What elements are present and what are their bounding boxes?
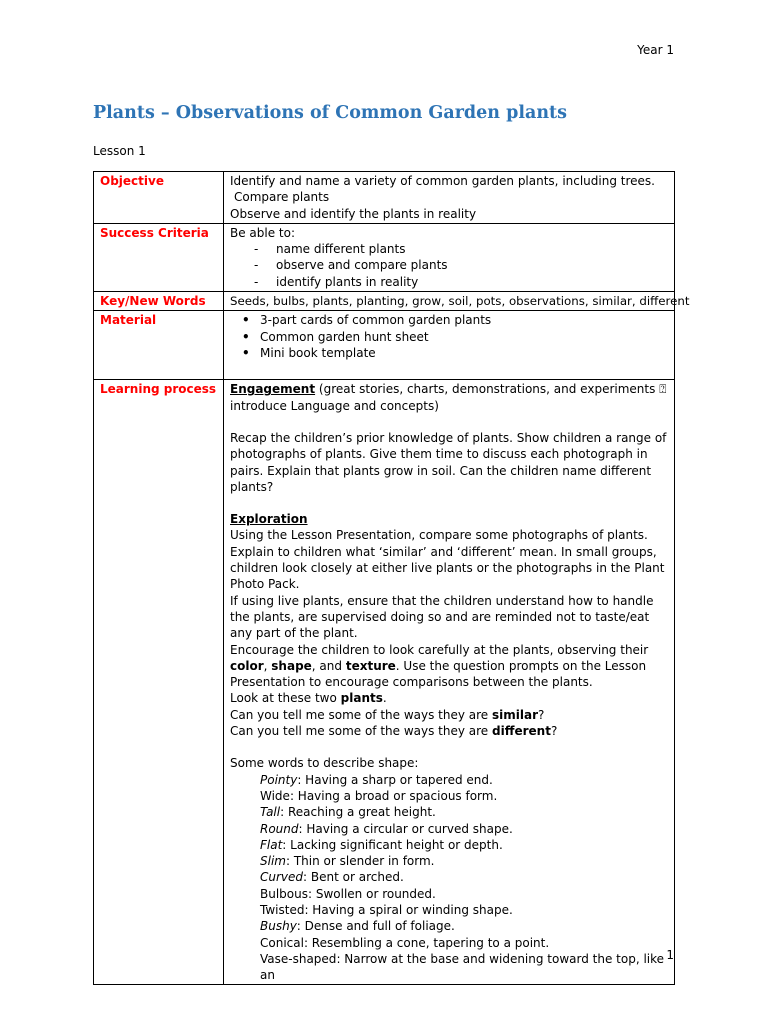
objective-content (224, 172, 675, 224)
shape-intro: Some words to describe shape: (230, 756, 419, 771)
header-year: Year 1 (637, 43, 674, 57)
shape-term-item: Tall: Reaching a great height. (260, 805, 436, 820)
shape-term-item: Round: Having a circular or curved shape. (260, 821, 513, 836)
success-criteria-label: Success Criteria (94, 223, 224, 291)
exploration-heading: Exploration (230, 512, 308, 527)
material-list (230, 312, 668, 361)
learning-process-row (94, 380, 675, 985)
engagement-paragraph: Engagement (great stories, charts, demonstrations, and experiments ⍰ introduce Language and concepts) (230, 382, 667, 413)
key-words-content: Seeds, bulbs, plants, planting, grow, soil, pots, observations, similar, different (224, 292, 675, 311)
question-line: Can you tell me some of the ways they are similar? (230, 707, 545, 722)
page-number: 1 (666, 948, 674, 962)
material-label: Material (94, 311, 224, 380)
shape-list (230, 772, 668, 984)
shape-term-item: Twisted: Having a spiral or winding shape. (260, 902, 513, 917)
look-line: Look at these two plants. (230, 691, 387, 706)
learning-process-content (224, 380, 675, 985)
page-title: Plants – Observations of Common Garden plants (93, 103, 567, 123)
shape-term-item: Wide: Having a broad or spacious form. (260, 788, 498, 803)
objective-line: Observe and identify the plants in reality (230, 206, 477, 221)
exploration-paragraph: If using live plants, ensure that the children understand how to handle the plants, are supervised doing so and are reminded not to taste/eat any part of the plant. (230, 593, 654, 641)
shape-term-item: Bushy: Dense and full of foliage. (260, 919, 455, 934)
shape-term-item: Bulbous: Swollen or rounded. (260, 886, 436, 901)
missing-glyph-icon: ⍰ (659, 382, 667, 397)
material-content (224, 311, 675, 380)
key-words-label: Key/New Words (94, 292, 224, 311)
material-row (94, 311, 675, 380)
material-item: • 3-part cards of common garden plants (230, 312, 668, 328)
lesson-label: Lesson 1 (93, 144, 146, 158)
objective-label: Objective (94, 172, 224, 224)
success-item: - observe and compare plants (254, 258, 448, 273)
exploration-paragraph: Encourage the children to look carefully at the plants, observing their color, shape, and texture. Use the question prompts on the Lesson Presentation to encourage comparisons between the plants. (230, 642, 649, 690)
engagement-heading: Engagement (230, 382, 316, 397)
shape-term-item: Pointy: Having a sharp or tapered end. (260, 772, 493, 787)
learning-process-label: Learning process (94, 380, 224, 985)
success-item: - identify plants in reality (254, 274, 419, 289)
recap-paragraph: Recap the children’s prior knowledge of plants. Show children a range of photographs of plants. Give them time to discuss each photograph in pairs. Explain that plants grow in soil. Can the children name different plants? (230, 430, 667, 494)
material-item: • Common garden hunt sheet (230, 329, 668, 345)
shape-term-item: Flat: Lacking significant height or depth. (260, 837, 503, 852)
success-criteria-content (224, 223, 675, 291)
key-words-row (94, 292, 675, 311)
exploration-paragraph: Using the Lesson Presentation, compare some photographs of plants. Explain to children what ‘similar’ and ‘different’ mean. In small groups, children look closely at either live plants or the photographs in the Plant Photo Pack. (230, 528, 665, 592)
material-item: • Mini book template (230, 345, 668, 361)
success-criteria-row (94, 223, 675, 291)
objective-line: Compare plants (234, 190, 330, 205)
lesson-plan-table (93, 171, 690, 985)
shape-term-item: Vase-shaped: Narrow at the base and widening toward the top, like an (260, 951, 665, 983)
objective-line: Identify and name a variety of common garden plants, including trees. (230, 174, 655, 188)
question-line: Can you tell me some of the ways they are different? (230, 724, 558, 739)
shape-term-item: Curved: Bent or arched. (260, 870, 404, 885)
success-item: - name different plants (254, 242, 406, 257)
success-intro: Be able to: (230, 225, 296, 240)
shape-term-item: Slim: Thin or slender in form. (260, 854, 435, 869)
objective-row (94, 172, 675, 224)
shape-term-item: Conical: Resembling a cone, tapering to a point. (260, 935, 550, 950)
